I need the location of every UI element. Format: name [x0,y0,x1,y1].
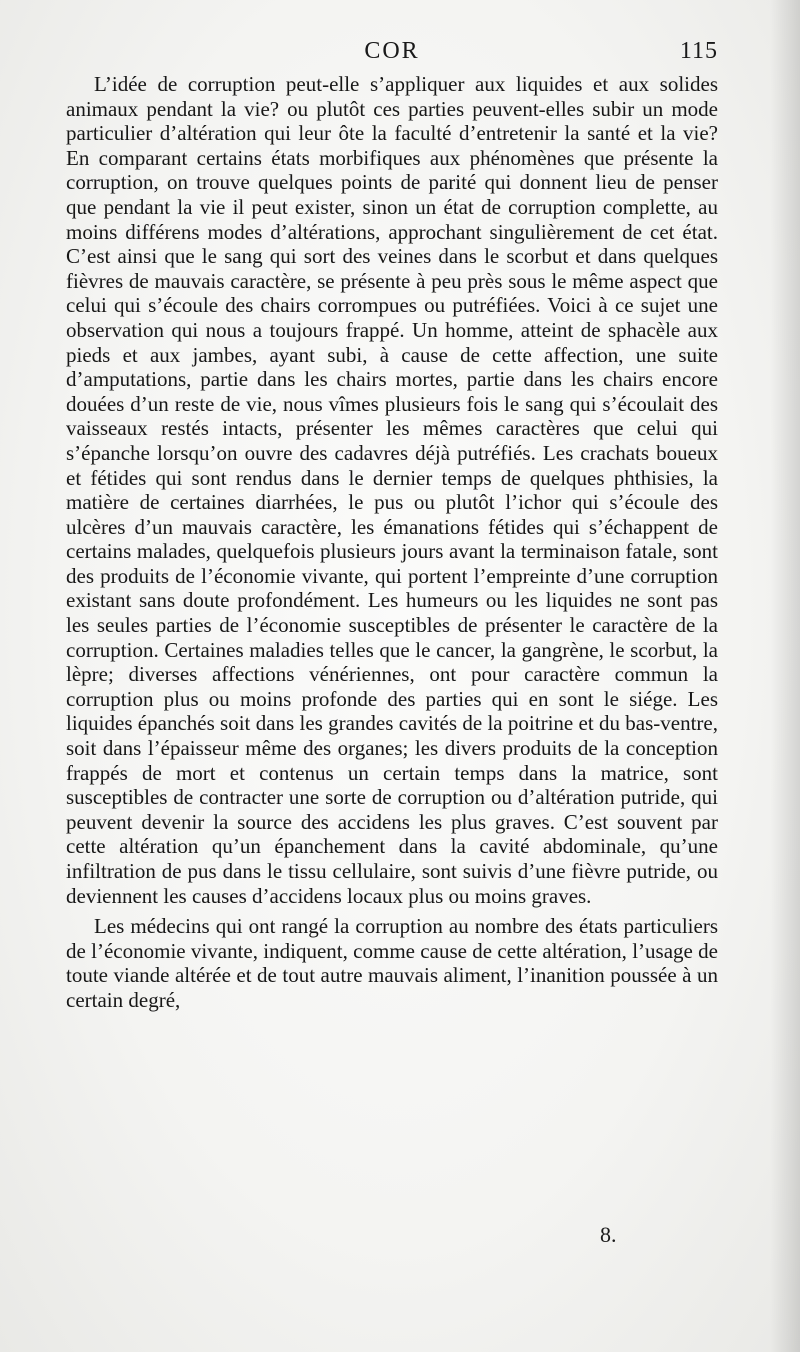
paragraph-2: Les médecins qui ont rangé la corruption au nombre des états particuliers de l’économie vivante, indiquent, comme cause de cette altération, l’usage de toute viande altérée et de tout autre mauvais aliment, l’inanition poussée à un certain degré, [66,914,718,1012]
signature-mark: 8. [600,1222,617,1247]
paragraph-1: L’idée de corruption peut-elle s’appliquer aux liquides et aux solides animaux pendant la vie? ou plutôt ces parties peuvent-elles subir un mode particulier d’altération qui leur ôte la faculté d’entretenir la santé et la vie? En comparant certains états morbifiques aux phénomènes que présente la corruption, on trouve quelques points de parité qui donnent lieu de penser que pendant la vie il peut exister, sinon un état de corruption complette, au moins différens modes d’altérations, approchant singulièrement de cet état. C’est ainsi que le sang qui sort des veines dans le scorbut et dans quelques fièvres de mauvais caractère, se présente à peu près sous le même aspect que celui qui s’écoule des chairs corrompues ou putréfiées. Voici à ce sujet une observation qui nous a toujours frappé. Un homme, atteint de sphacèle aux pieds et aux jambes, ayant subi, à cause de cette affection, une suite d’amputations, partie dans les chairs mortes, partie dans les chairs encore douées d’un reste de vie, nous vîmes plusieurs fois le sang qui s’écoulait des vaisseaux restés intacts, présenter les mêmes caractères que celui qui s’épanche lorsqu’on ouvre des cadavres déjà putréfiés. Les crachats boueux et fétides qui sont rendus dans le dernier temps de quelques phthisies, la matière de certaines diarrhées, le pus ou plutôt l’ichor qui s’écoule des ulcères d’un mauvais caractère, les émanations fétides qui s’échappent de certains malades, quelquefois plusieurs jours avant la terminaison fatale, sont des produits de l’économie vivante, qui portent l’empreinte d’une corruption existant sans doute profondément. Les humeurs ou les liquides ne sont pas les seules parties de l’économie susceptibles de présenter le caractère de la corruption. Certaines maladies telles que le cancer, la gangrène, le scorbut, la lèpre; diverses affections vénériennes, ont pour caractère commun la corruption plus ou moins profonde des parties qui en sont le siége. Les liquides épanchés soit dans les grandes cavités de la poitrine et du bas-ventre, soit dans l’épaisseur même des organes; les divers produits de la conception frappés de mort et contenus un certain temps dans la matrice, sont susceptibles de contracter une sorte de corruption ou d’altération putride, qui peuvent devenir la source des accidens les plus graves. C’est souvent par cette altération qu’un épanchement dans la cavité abdominale, qu’une infiltration de pus dans le tissu cellulaire, sont suivis d’une fièvre putride, ou deviennent les causes d’accidens locaux plus ou moins graves. [66,72,718,908]
page-edge-shadow [770,0,800,1352]
body-text [66,72,718,1013]
running-head: COR [364,38,420,64]
page-header [66,38,718,72]
page-number: 115 [679,38,718,64]
